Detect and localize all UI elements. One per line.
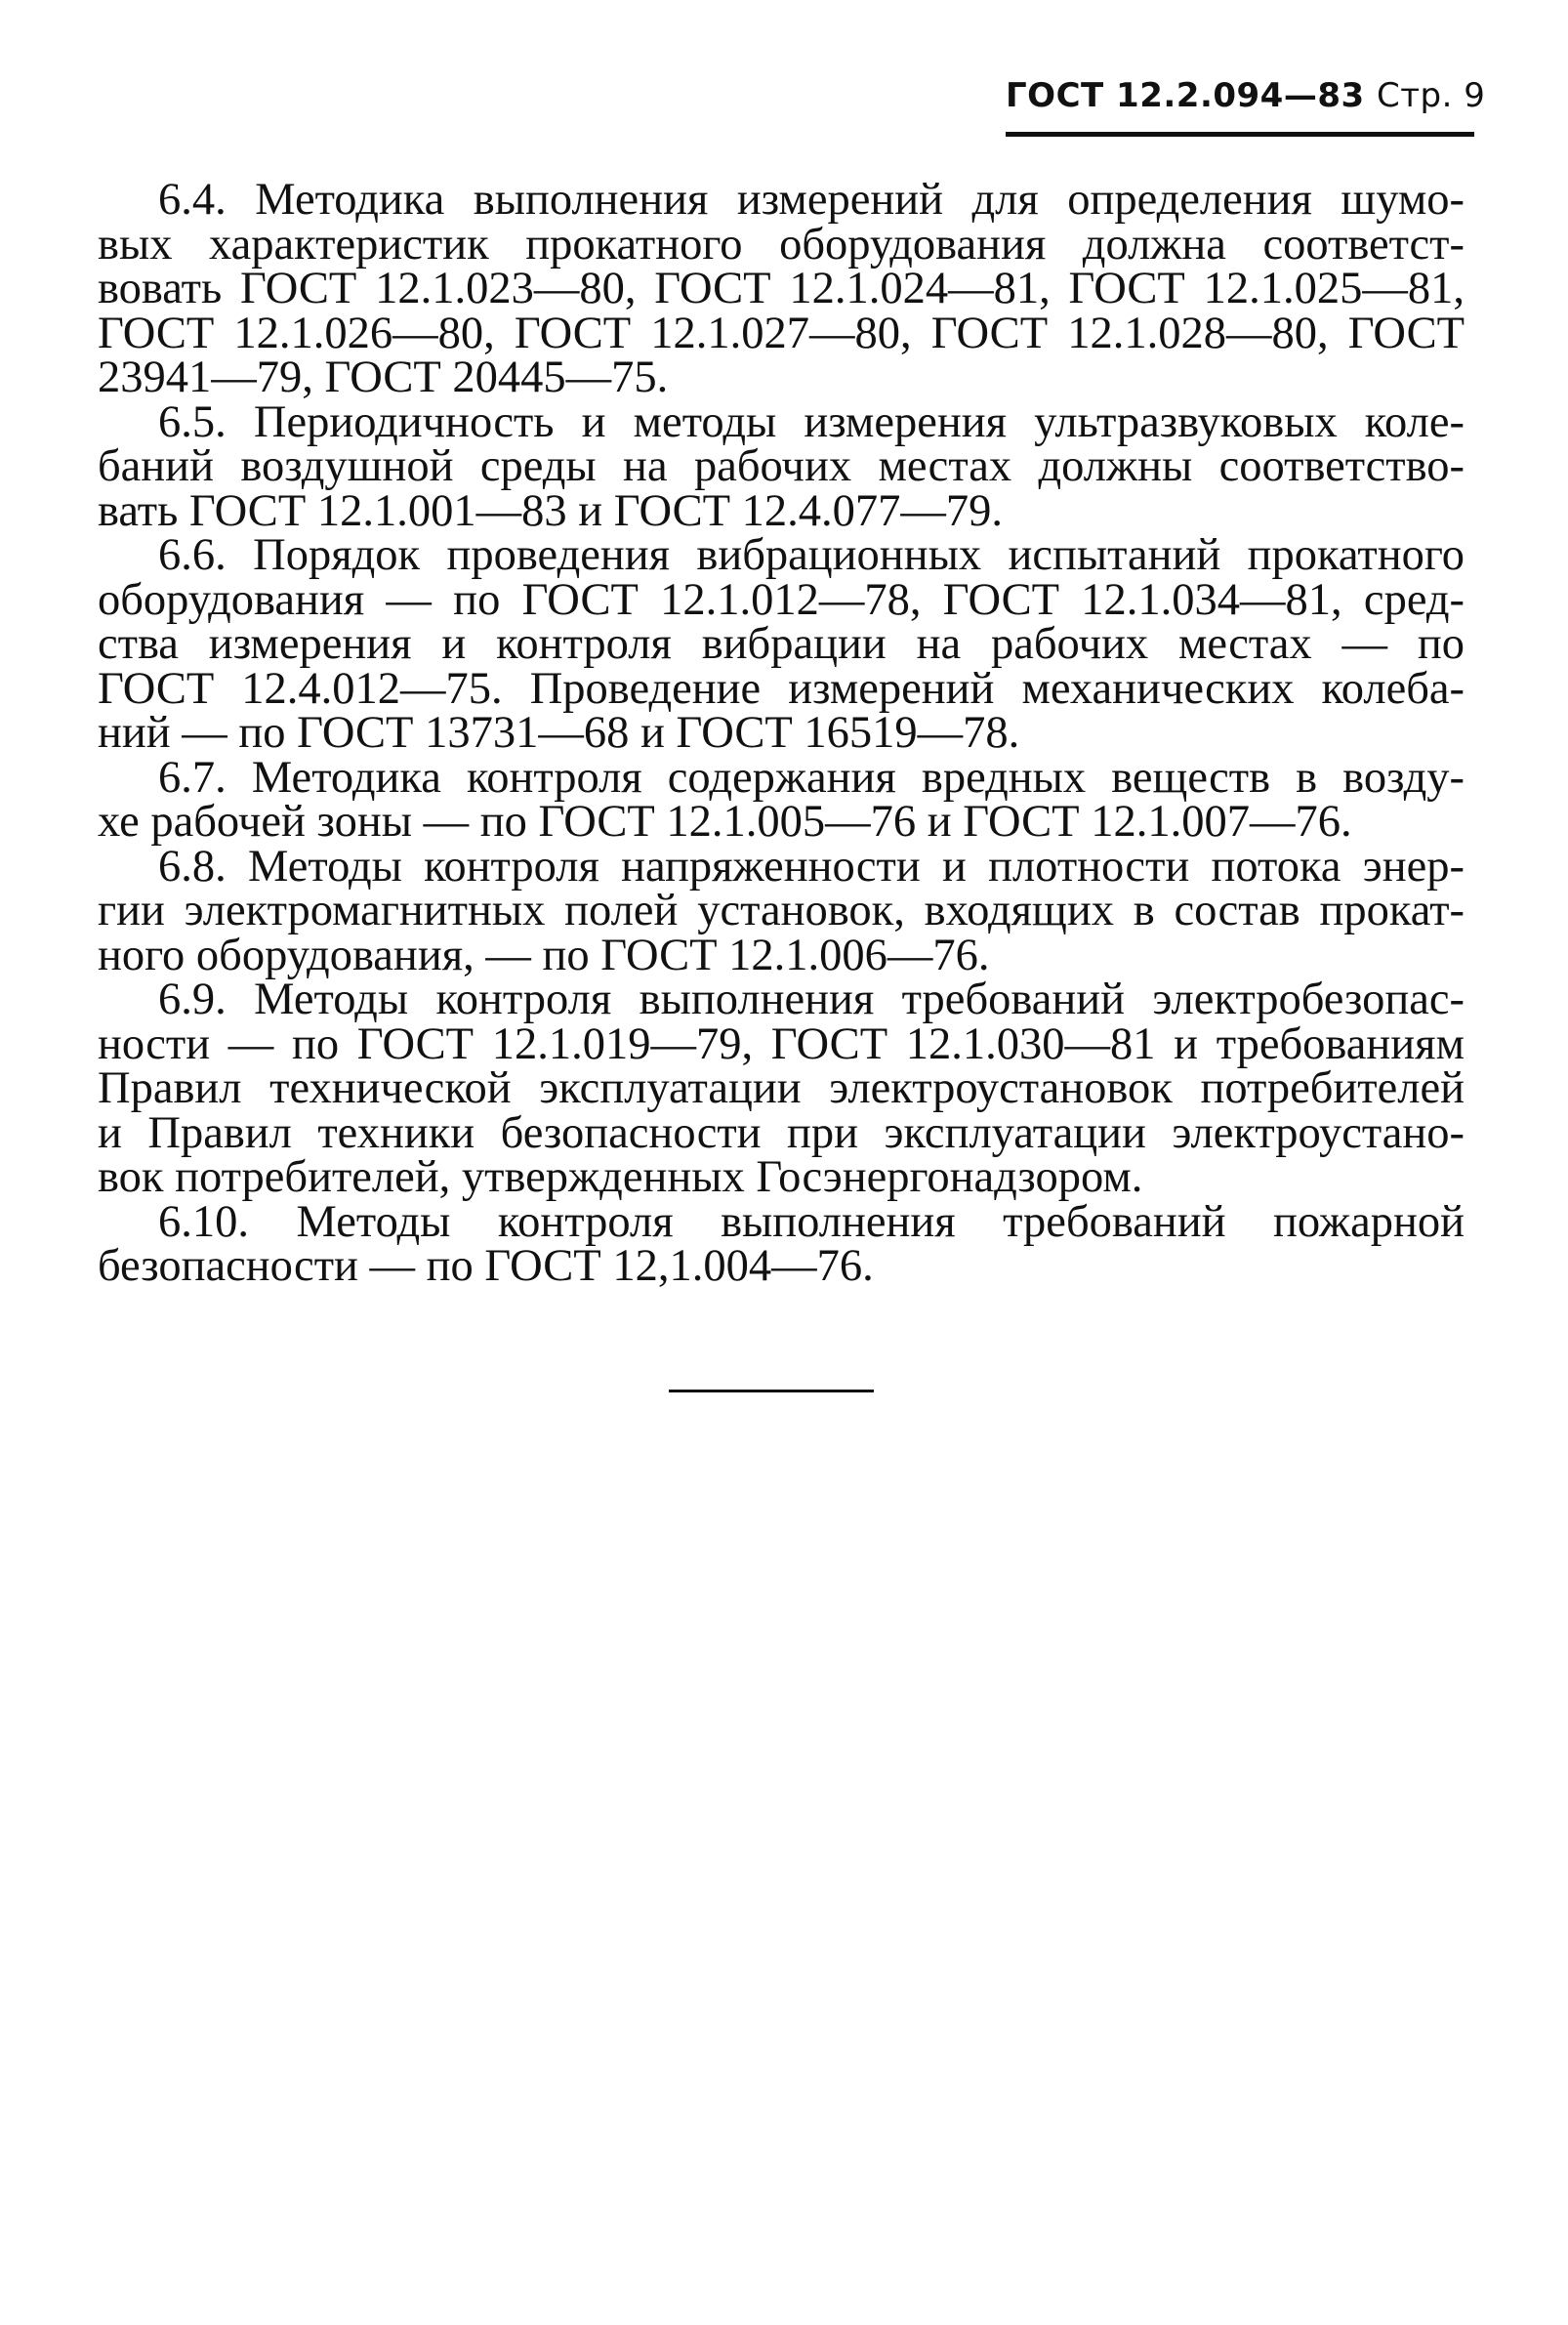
page-number-label: Стр. 9 (1376, 76, 1486, 115)
paragraph-6-5 (98, 396, 1465, 536)
text-line: ГОСТ 12.4.012—75. Проведение измерений механических колеба- (98, 663, 1465, 714)
standard-designation: ГОСТ 12.2.094—83 (1006, 76, 1365, 115)
document-body (98, 175, 1465, 1291)
text-line: 6.4. Методика выполнения измерений для определения шумо- (158, 175, 1465, 225)
text-line: оборудования — по ГОСТ 12.1.012—78, ГОСТ 12.1.034—81, сред- (98, 574, 1465, 625)
text-line: безопасности — по ГОСТ 12,1.004—76. (98, 1241, 874, 1291)
text-line: хе рабочей зоны — по ГОСТ 12.1.005—76 и ГОСТ 12.1.007—76. (98, 797, 1352, 847)
text-line: ства измерения и контроля вибрации на рабочих местах — по (98, 619, 1465, 669)
paragraph-6-7 (98, 752, 1465, 847)
paragraph-6-10 (98, 1196, 1465, 1291)
text-line: 6.9. Методы контроля выполнения требований электробезопас- (158, 975, 1465, 1024)
text-line: ний — по ГОСТ 13731—68 и ГОСТ 16519—78. (98, 708, 1020, 758)
end-of-section-rule (669, 1390, 874, 1392)
text-line: вать ГОСТ 12.1.001—83 и ГОСТ 12.4.077—79. (98, 485, 1004, 536)
paragraph-6-4 (98, 175, 1465, 402)
text-line: Правил технической эксплуатации электроустановок потребителей (98, 1063, 1465, 1113)
header-rule (1006, 132, 1474, 137)
text-line: вовать ГОСТ 12.1.023—80, ГОСТ 12.1.024—81, ГОСТ 12.1.025—81, (98, 264, 1465, 313)
text-line: 6.5. Периодичность и методы измерения ультразвуковых коле- (158, 396, 1465, 447)
paragraph-6-9 (98, 977, 1465, 1200)
text-line: 6.10. Методы контроля выполнения требований пожарной (158, 1196, 1465, 1247)
text-line: и Правил техники безопасности при эксплуатации электроустано- (98, 1107, 1465, 1158)
text-line: 6.8. Методы контроля напряженности и плотности потока энер- (158, 841, 1465, 892)
paragraph-6-6 (98, 530, 1465, 758)
text-line: 6.6. Порядок проведения вибрационных испытаний прокатного (158, 530, 1465, 580)
text-line: ного оборудования, — по ГОСТ 12.1.006—76. (98, 930, 990, 980)
text-line: ности — по ГОСТ 12.1.019—79, ГОСТ 12.1.030—81 и требованиям (98, 1018, 1465, 1069)
text-line: вок потребителей, утвержденных Госэнергонадзором. (98, 1152, 1143, 1202)
page-header (1006, 76, 1486, 115)
text-line: вых характеристик прокатного оборудования должна соответст- (98, 219, 1465, 270)
text-line: ГОСТ 12.1.026—80, ГОСТ 12.1.027—80, ГОСТ 12.1.028—80, ГОСТ (98, 308, 1465, 358)
text-line: гии электромагнитных полей установок, входящих в состав прокат- (98, 886, 1465, 935)
paragraph-6-8 (98, 841, 1465, 980)
text-line: 6.7. Методика контроля содержания вредных веществ в возду- (158, 752, 1465, 803)
text-line: баний воздушной среды на рабочих местах должны соответство- (98, 441, 1465, 491)
text-line: 23941—79, ГОСТ 20445—75. (98, 353, 669, 402)
